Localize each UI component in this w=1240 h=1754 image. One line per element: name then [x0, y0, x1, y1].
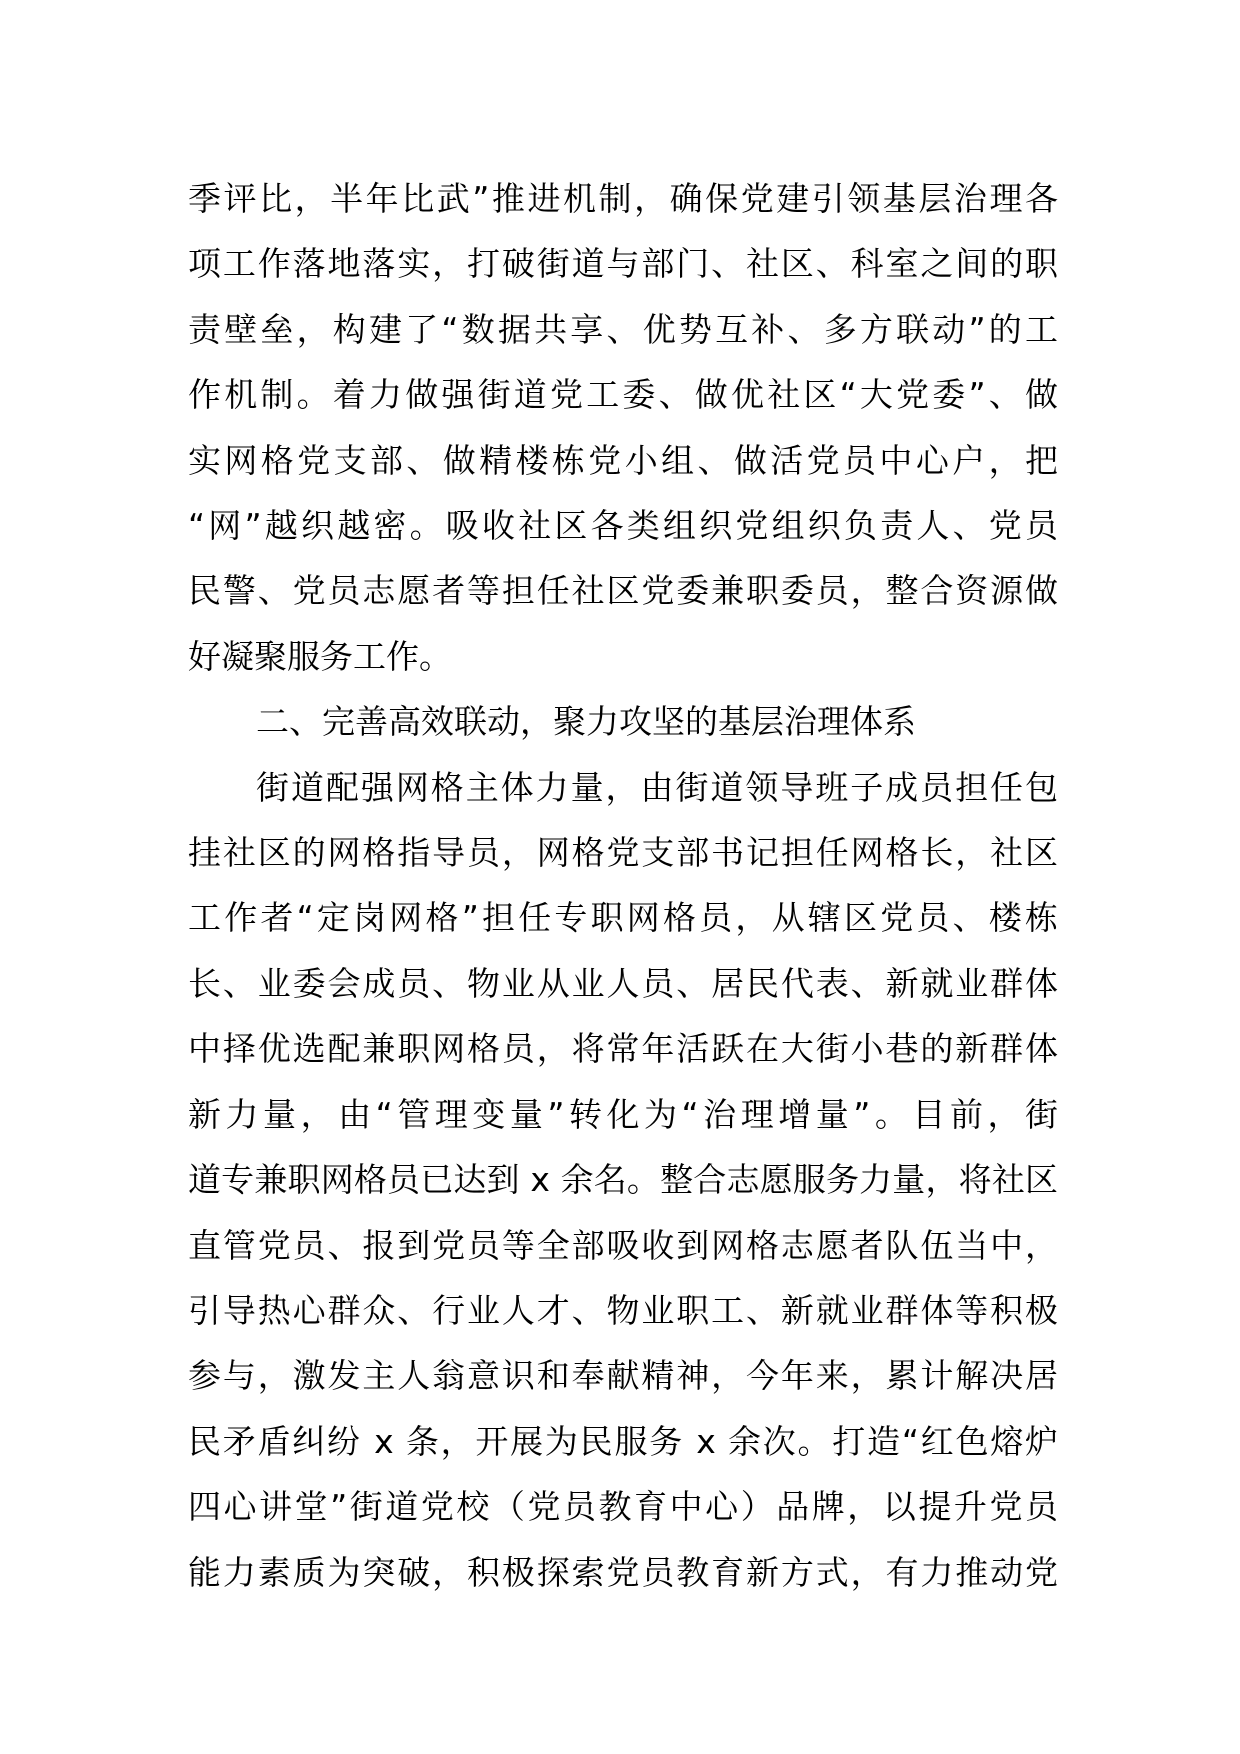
- text-line: 项工作落地落实，打破街道与部门、社区、科室之间的职: [188, 244, 1058, 284]
- text-line: 长、业委会成员、物业从业人员、居民代表、新就业群体: [188, 963, 1058, 1003]
- text-line: 引导热心群众、行业人才、物业职工、新就业群体等积极: [188, 1290, 1058, 1330]
- text-line: “网”越织越密。吸收社区各类组织党组织负责人、党员: [188, 506, 1058, 546]
- text-line: 实网格党支部、做精楼栋党小组、做活党员中心户，把: [188, 440, 1058, 480]
- text-line: 四心讲堂”街道党校（党员教育中心）品牌，以提升党员: [188, 1487, 1058, 1527]
- text-line: 责壁垒，构建了“数据共享、优势互补、多方联动”的工: [188, 309, 1058, 349]
- text-line: 道专兼职网格员已达到 x 余名。整合志愿服务力量，将社区: [188, 1160, 1058, 1200]
- text-line: 直管党员、报到党员等全部吸收到网格志愿者队伍当中，: [188, 1225, 1058, 1265]
- section-heading: 二、完善高效联动，聚力攻坚的基层治理体系: [256, 702, 916, 742]
- text-line: 工作者“定岗网格”担任专职网格员，从辖区党员、楼栋: [188, 898, 1058, 938]
- text-line: 街道配强网格主体力量，由街道领导班子成员担任包: [256, 767, 1058, 807]
- document-page: [188, 166, 1058, 1605]
- text-line: 季评比，半年比武”推进机制，确保党建引领基层治理各: [188, 179, 1058, 218]
- text-line: 好凝聚服务工作。: [188, 636, 452, 676]
- text-line: 新力量，由“管理变量”转化为“治理增量”。目前，街: [188, 1094, 1058, 1134]
- text-line: 参与，激发主人翁意识和奉献精神，今年来，累计解决居: [188, 1356, 1058, 1396]
- text-line: 挂社区的网格指导员，网格党支部书记担任网格长，社区: [188, 833, 1058, 873]
- text-line: 作机制。着力做强街道党工委、做优社区“大党委”、做: [188, 375, 1058, 415]
- text-line: 民矛盾纠纷 x 条，开展为民服务 x 余次。打造“红色熔炉: [188, 1421, 1058, 1461]
- text-line: 民警、党员志愿者等担任社区党委兼职委员，整合资源做: [188, 571, 1058, 611]
- text-line: 能力素质为突破，积极探索党员教育新方式，有力推动党: [188, 1552, 1058, 1592]
- text-line: 中择优选配兼职网格员，将常年活跃在大街小巷的新群体: [188, 1029, 1058, 1069]
